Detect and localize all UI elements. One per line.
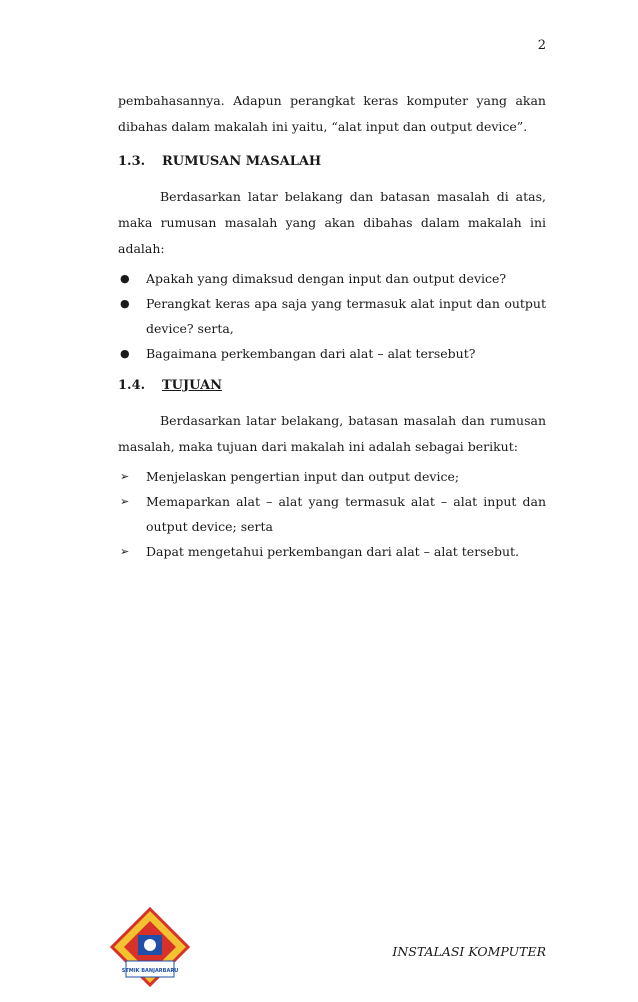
rumusan-list	[118, 266, 546, 366]
tujuan-list	[118, 464, 546, 564]
bullet-icon: ●	[120, 272, 130, 285]
arrow-bullet-icon: ➢	[120, 545, 130, 558]
arrow-bullet-icon: ➢	[120, 495, 130, 508]
logo-disc	[144, 939, 156, 951]
section-heading-rumusan	[118, 152, 546, 172]
section-number: 1.3.	[118, 154, 146, 169]
section-title: RUMUSAN MASALAH	[162, 154, 322, 169]
stmik-logo	[108, 905, 192, 989]
arrow-bullet-icon: ➢	[120, 470, 130, 483]
page-number: 2	[537, 38, 546, 53]
list-item: ➢ Memaparkan alat – alat yang termasuk alat – alat input dan output device; serta	[118, 489, 546, 539]
intro-paragraph: pembahasannya. Adapun perangkat keras komputer yang akan dibahas dalam makalah ini yaitu, “alat input dan output device”.	[118, 93, 546, 134]
list-item: ● Apakah yang dimaksud dengan input dan output device?	[118, 266, 546, 291]
section-heading-tujuan	[118, 376, 546, 396]
list-item: ● Bagaimana perkembangan dari alat – alat tersebut?	[118, 341, 546, 366]
list-item: ➢ Menjelaskan pengertian input dan output device;	[118, 464, 546, 489]
list-item: ➢ Dapat mengetahui perkembangan dari alat – alat tersebut.	[118, 539, 546, 564]
tujuan-paragraph: Berdasarkan latar belakang, batasan masalah dan rumusan masalah, maka tujuan dari makalah ini adalah sebagai berikut:	[118, 413, 546, 454]
document-body	[118, 88, 546, 564]
bullet-icon: ●	[120, 347, 130, 360]
rumusan-paragraph: Berdasarkan latar belakang dan batasan masalah di atas, maka rumusan masalah yang akan dibahas dalam makalah ini adalah:	[118, 189, 546, 256]
logo-text: STMIK BANJARBARU	[121, 968, 179, 974]
section-number: 1.4.	[118, 378, 146, 393]
bullet-icon: ●	[120, 297, 130, 310]
section-title: TUJUAN	[162, 378, 223, 393]
list-item: ● Perangkat keras apa saja yang termasuk alat input dan output device? serta,	[118, 291, 546, 341]
footer-title: INSTALASI KOMPUTER	[392, 944, 546, 959]
